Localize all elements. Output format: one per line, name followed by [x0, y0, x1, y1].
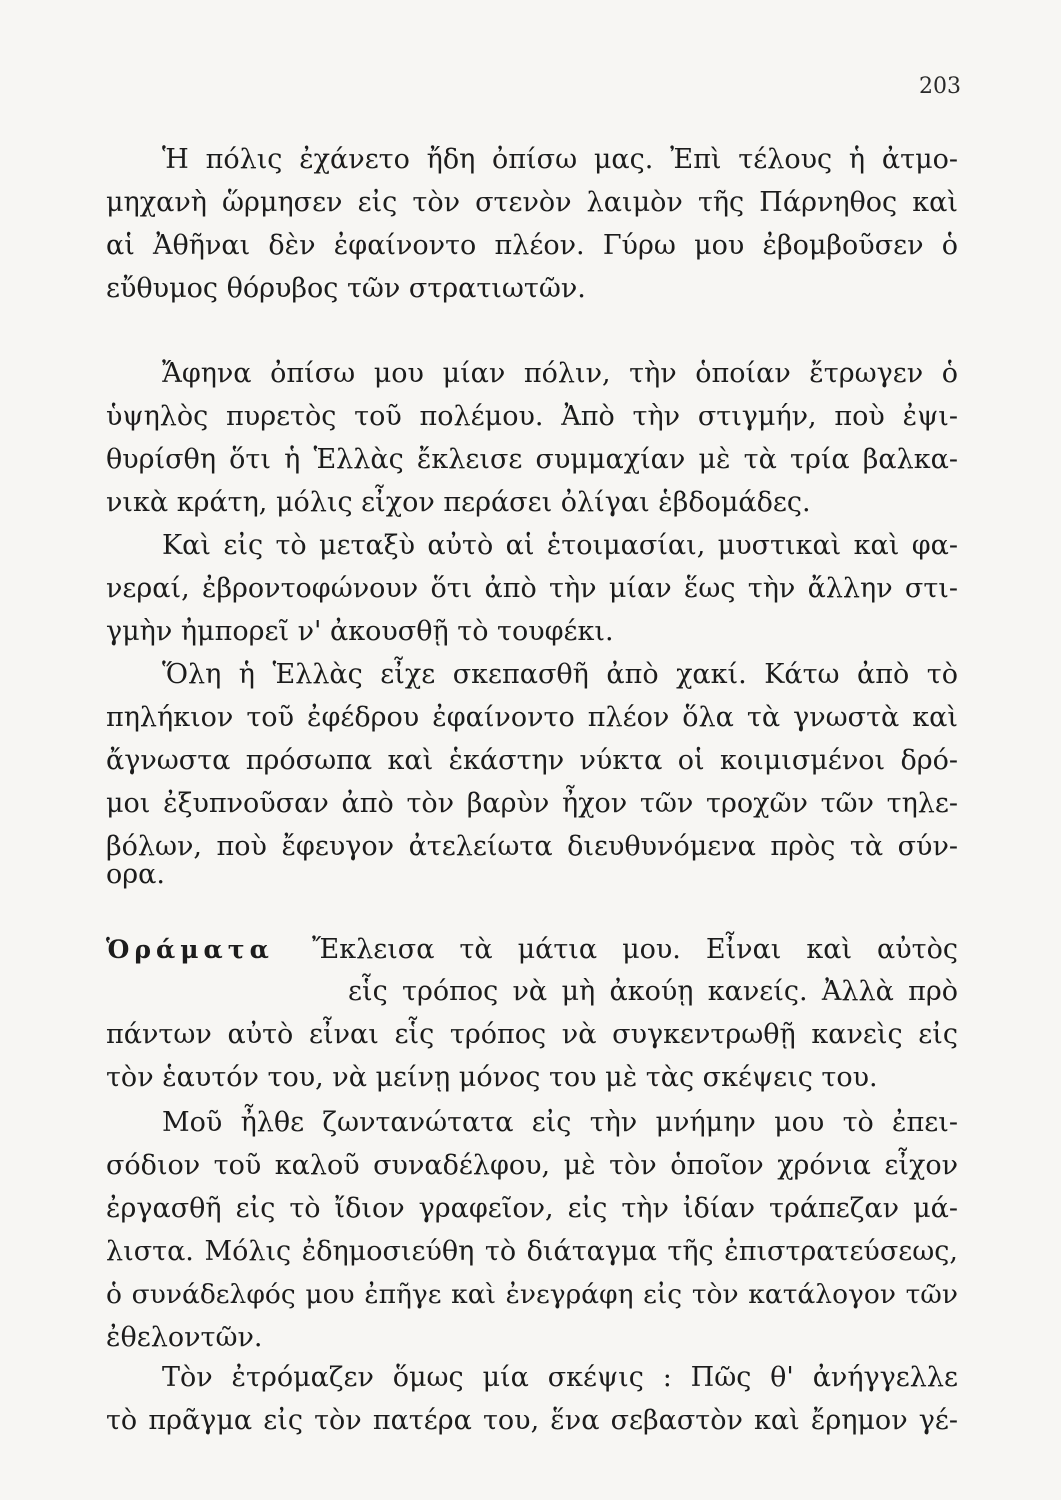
text-line: θυρίσθη ὅτι ἡ Ἑλλὰς ἔκλεισε συμμαχίαν μὲ τὰ τρία βαλκα- [106, 444, 958, 475]
text-line: πάντων αὐτὸ εἶναι εἷς τρόπος νὰ συγκεντρωθῇ κανεὶς εἰς [106, 1019, 958, 1050]
text-line: μηχανὴ ὥρμησεν εἰς τὸν στενὸν λαιμὸν τῆς Πάρνηθος καὶ [106, 187, 958, 218]
text-line: Μοῦ ἦλθε ζωντανώτατα εἰς τὴν μνήμην μου τὸ ἐπει- [162, 1107, 958, 1138]
text-line: Ὅλη ἡ Ἑλλὰς εἶχε σκεπασθῆ ἀπὸ χακί. Κάτω ἀπὸ τὸ [162, 659, 958, 690]
text-line: τὸ πρᾶγμα εἰς τὸν πατέρα του, ἕνα σεβαστὸν καὶ ἔρημον γέ- [106, 1405, 958, 1436]
text-line: νικὰ κράτη, μόλις εἶχον περάσει ὀλίγαι ἑβδομάδες. [106, 487, 811, 518]
text-line: γμὴν ἠμπορεῖ ν' ἀκουσθῇ τὸ τουφέκι. [106, 616, 614, 647]
text-line: βόλων, ποὺ ἔφευγον ἀτελείωτα διευθυνόμενα πρὸς τὰ σύν- [106, 831, 958, 862]
text-line: ὁ συνάδελφός μου ἐπῆγε καὶ ἐνεγράφη εἰς τὸν κατάλογον τῶν [106, 1279, 958, 1310]
text-line: ορα. [106, 859, 165, 890]
text-line: σόδιον τοῦ καλοῦ συναδέλφου, μὲ τὸν ὁποῖον χρόνια εἶχον [106, 1150, 958, 1181]
text-line: μοι ἐξυπνοῦσαν ἀπὸ τὸν βαρὺν ἦχον τῶν τροχῶν τῶν τηλε- [106, 788, 958, 819]
text-line: λιστα. Μόλις ἐδημοσιεύθη τὸ διάταγμα τῆς ἐπιστρατεύσεως, [106, 1236, 958, 1267]
text-line: Ἡ πόλις ἐχάνετο ἤδη ὀπίσω μας. Ἐπὶ τέλους ἡ ἀτμο- [162, 144, 958, 175]
text-line: Τὸν ἐτρόμαζεν ὅμως μία σκέψις : Πῶς θ' ἀνήγγελλε [162, 1362, 958, 1393]
text-line: Καὶ εἰς τὸ μεταξὺ αὐτὸ αἱ ἑτοιμασίαι, μυστικαὶ καὶ φα- [162, 530, 958, 561]
text-line: πηλήκιον τοῦ ἐφέδρου ἐφαίνοντο πλέον ὅλα τὰ γνωστὰ καὶ [106, 702, 958, 733]
text-line: ἐθελοντῶν. [106, 1322, 263, 1353]
text-line: ἐργασθῆ εἰς τὸ ἴδιον γραφεῖον, εἰς τὴν ἰδίαν τράπεζαν μά- [106, 1193, 958, 1224]
text-line: ἄγνωστα πρόσωπα καὶ ἑκάστην νύκτα οἱ κοιμισμένοι δρό- [106, 745, 958, 776]
page-number: 203 [919, 74, 961, 99]
text-line: Ἄφηνα ὀπίσω μου μίαν πόλιν, τὴν ὁποίαν ἔτρωγεν ὁ [162, 358, 958, 389]
text-line: τὸν ἑαυτόν του, νὰ μείνῃ μόνος του μὲ τὰς σκέψεις του. [106, 1062, 878, 1093]
text-line: εὔθυμος θόρυβος τῶν στρατιωτῶν. [106, 273, 586, 304]
text-line: εἷς τρόπος νὰ μὴ ἀκούῃ κανείς. Ἀλλὰ πρὸ [348, 976, 958, 1007]
text-line: νεραί, ἐβροντοφώνουν ὅτι ἀπὸ τὴν μίαν ἕως τὴν ἄλλην στι- [106, 573, 958, 604]
side-heading: Ὁράματα [106, 935, 274, 964]
text-line: Ἔκλεισα τὰ μάτια μου. Εἶναι καὶ αὐτὸς [312, 934, 958, 965]
text-line: αἱ Ἀθῆναι δὲν ἐφαίνοντο πλέον. Γύρω μου ἐβομβοῦσεν ὁ [106, 230, 958, 261]
text-line: ὑψηλὸς πυρετὸς τοῦ πολέμου. Ἀπὸ τὴν στιγμήν, ποὺ ἐψι- [106, 401, 958, 432]
